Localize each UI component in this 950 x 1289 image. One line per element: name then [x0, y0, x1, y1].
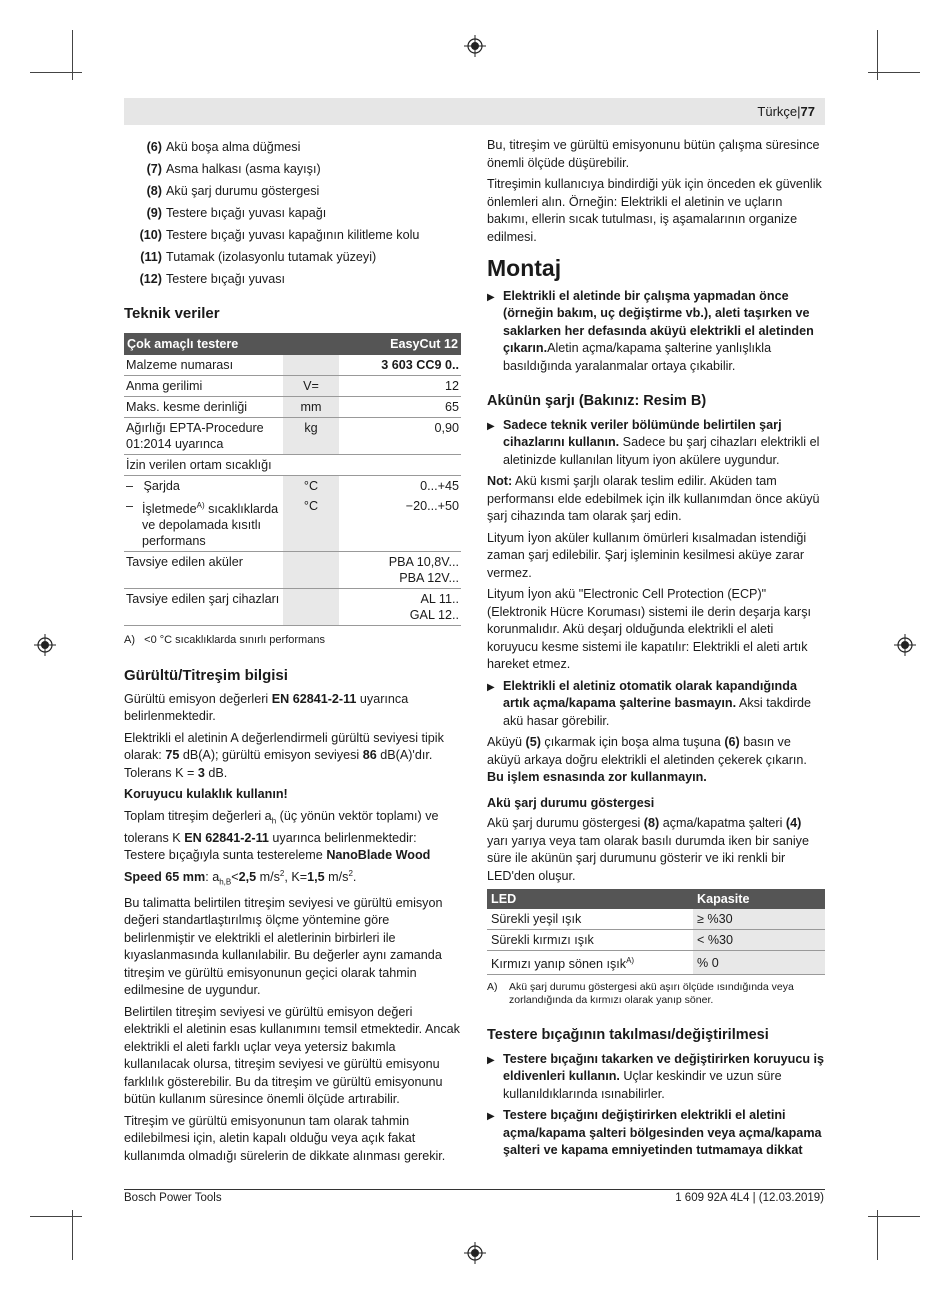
superscript: 2 — [348, 868, 353, 878]
table-header-cell: LED — [487, 889, 693, 909]
cell-text-part: İşletmede — [142, 501, 197, 516]
table-row — [487, 930, 825, 951]
text-bold: Testere bıçağını takarken ve değiştirirken koruyucu iş eldivenleri kullanın. — [503, 1051, 825, 1084]
part-label: Akü şarj durumu göstergesi — [166, 184, 320, 199]
bullet-text — [503, 1107, 825, 1160]
footer-rule — [124, 1189, 825, 1190]
table-cell — [124, 475, 283, 496]
table-cell: ≥ %30 — [693, 909, 825, 930]
text: uyarınca belirlenmektedir: — [268, 830, 417, 845]
tech-heading: Teknik veriler — [124, 305, 220, 322]
table-cell: 0...+45 — [420, 478, 459, 493]
status-heading: Akü şarj durumu göstergesi — [487, 795, 655, 810]
table-cell: Malzeme numarası — [124, 355, 283, 376]
text-bold: EN 62841-2-11 — [184, 830, 269, 845]
text: yarı yarıya veya tam olarak basılı durumda iken bir saniye süre ile akünün şarj durumunu gösterir ve iki renkli bir LED'den oluşur. — [487, 833, 809, 883]
table-row — [487, 909, 825, 930]
paragraph — [124, 691, 461, 726]
text-bold: (6) — [724, 735, 740, 749]
bullet-text — [503, 678, 825, 731]
table-cell — [283, 588, 339, 625]
page-number — [757, 104, 815, 119]
montaj-heading: Montaj — [487, 255, 562, 281]
text: Elektrikli el aletinin A değerlendirmeli gürültü seviyesi tipik olarak: — [124, 730, 444, 763]
text: < — [231, 869, 239, 884]
table-cell — [487, 951, 693, 975]
registration-mark-icon — [464, 35, 486, 57]
text: Akü şarj durumu göstergesi — [487, 816, 644, 830]
list-item — [124, 159, 461, 181]
dash: – — [126, 478, 134, 493]
part-label: Testere bıçağı yuvası kapağı — [166, 206, 327, 221]
list-item — [124, 203, 461, 225]
text-bold: EN 62841-2-11 — [271, 691, 357, 706]
bullet-text — [503, 417, 825, 470]
text-bold: Koruyucu kulaklık kullanın! — [124, 787, 288, 802]
footer-left: Bosch Power Tools — [124, 1192, 222, 1204]
table-cell: 65 — [339, 396, 461, 417]
bullet-triangle-icon: ▶ — [487, 1054, 495, 1066]
text: Aksi takdirde akü hasar görebilir. — [503, 696, 812, 728]
crop-mark — [30, 1216, 82, 1217]
header-language: Türkçe — [757, 104, 798, 119]
text-bold: 75 — [165, 748, 180, 763]
charge-heading: Akünün şarjı (Bakınız: Resim B) — [487, 393, 707, 409]
table-row — [124, 551, 461, 588]
list-item — [124, 225, 461, 247]
list-item — [124, 247, 461, 269]
text: dB(A); gürültü emisyon seviyesi — [179, 748, 363, 763]
table-cell: Tavsiye edilen şarj cihazları — [124, 588, 283, 625]
text-bold: Bu işlem esnasında zor kullanmayın. — [487, 770, 707, 784]
table-cell: Sürekli yeşil ışık — [487, 909, 693, 930]
cell-text-part: sıcaklıklarda ve depolamada kısıtlı performans — [142, 501, 279, 548]
header-bar — [124, 98, 825, 125]
crop-mark — [877, 1210, 878, 1260]
table-cell: Maks. kesme derinliği — [124, 396, 283, 417]
paragraph: Belirtilen titreşim seviyesi ve gürültü emisyon değeri elektrikli el aletinin esas kullanımını temsil etmektedir. Ancak elektrikli el aleti farklı uçlar veya yetersiz bakımla kullanılacak olursa, titreşim seviyesi ve gürültü emisyonu farklılık gösterebilir. Bu da titreşim ve gürültü emisyonunu bütün kullanım süresince önemli ölçüde artırabilir. — [124, 1004, 460, 1107]
cell-text: Kırmızı yanıp sönen ışık — [491, 957, 627, 972]
part-label: Akü boşa alma düğmesi — [166, 140, 301, 155]
table-header-cell: EasyCut 12 — [339, 333, 461, 355]
bullet-item — [487, 288, 825, 380]
registration-mark-icon — [464, 1242, 486, 1264]
text: Gürültü emisyon değerleri — [124, 691, 272, 706]
cell-text — [142, 498, 281, 549]
crop-mark — [868, 1216, 920, 1217]
paragraph — [487, 473, 825, 526]
text-bold: (4) — [785, 816, 802, 830]
text: dB. — [204, 765, 228, 780]
table-cell — [283, 551, 339, 588]
paragraph: Titreşim ve gürültü emisyonunun tam olarak tahmin edilebilmesi için, aletin kapalı olduğu veya açık fakat kullanımda olmadığı sürelerin de dikkate alınması gerekir. — [124, 1113, 446, 1163]
table-cell: V= — [283, 375, 339, 396]
part-label: Testere bıçağı yuvası — [166, 272, 286, 287]
table-row — [124, 355, 461, 376]
table-row — [124, 496, 461, 552]
footnote-text: Akü şarj durumu göstergesi akü aşırı ölçüde ısındığında veya zorlandığında da kırmızı olarak yanıp söner. — [509, 981, 794, 1007]
crop-mark — [868, 72, 920, 73]
table-cell: İzin verilen ortam sıcaklığı — [124, 454, 461, 475]
table-row — [124, 475, 461, 496]
text: Uçlar keskindir ve uzun süre kullanıldıklarında ısınabilirler. — [503, 1069, 782, 1101]
footnote-ref: A) — [196, 500, 205, 510]
table-header-row — [487, 889, 825, 909]
text: , K= — [284, 869, 308, 884]
text: Testere bıçağıyla sunta testereleme — [124, 848, 327, 863]
text: m/s — [256, 869, 280, 884]
header-separator: | — [797, 104, 801, 119]
paragraph — [124, 808, 461, 891]
bullet-triangle-icon: ▶ — [487, 1111, 495, 1123]
table-cell: % 0 — [693, 951, 825, 975]
blade-heading: Testere bıçağının takılması/değiştirilmesi — [487, 1027, 769, 1044]
footnote-text: <0 °C sıcaklıklarda sınırlı performans — [144, 633, 325, 646]
text: Akü kısmi şarjlı olarak teslim edilir. Aküden tam performansı elde edebilmek için ilk kullanımdan önce aküyü şarj cihazında tam olarak şarj edin. — [487, 474, 820, 523]
text: . — [352, 869, 357, 884]
part-number: (7) — [146, 162, 162, 177]
table-cell — [339, 551, 461, 588]
footnote-label: A) — [124, 633, 135, 646]
text: Aletin açma/kapama şalterine yanlışlıkla basıldığında yaralanmalar ortaya çıkabilir. — [503, 341, 772, 373]
text: uyarınca belirlenmektedir. — [124, 691, 409, 724]
subscript: h,B — [219, 877, 232, 887]
bullet-text — [503, 288, 825, 376]
table-cell: Tavsiye edilen aküler — [124, 551, 283, 588]
table-cell: Sürekli kırmızı ışık — [487, 930, 693, 951]
table-cell: °C — [283, 496, 339, 552]
table-cell — [124, 496, 283, 552]
bullet-triangle-icon: ▶ — [487, 291, 495, 303]
table-cell — [339, 588, 461, 625]
table-cell: 12 — [339, 375, 461, 396]
text-bold: 3 — [197, 765, 205, 780]
text-bold: Testere bıçağını değiştirirken elektrikli el aletini açma/kapama şalteri bölgesinden veya açma/kapama şalteri ve kapama emniyetinden tutmamaya dikkat — [503, 1108, 822, 1158]
table-cell: < %30 — [693, 930, 825, 951]
text: Aküyü — [487, 735, 526, 749]
paragraph: Titreşimin kullanıcıya bindirdiği yük için önceden ek güvenlik önlemleri alın. Örneğin: Elektrikli el aletinin ve uçların bakımı, ellerin sıcak tutulması, iş aşamalarının organize edilmesi. — [487, 177, 822, 244]
part-number: (11) — [140, 250, 162, 265]
dash: – — [126, 498, 134, 513]
led-table — [487, 889, 825, 975]
table-footnote — [487, 981, 825, 1007]
registration-mark-icon — [34, 634, 56, 656]
bullet-triangle-icon: ▶ — [487, 681, 495, 693]
table-cell: 3 603 CC9 0.. — [339, 355, 461, 376]
paragraph: Bu talimatta belirtilen titreşim seviyesi ve gürültü emisyon değeri standartlaştırılmış ölçme yöntemine göre belirlenmiştir ve elektrikli el aletlerinin birbirleri ile kıyaslanmasında kullanılabilir. Bu değerler aynı zamanda titreşim ve gürültü emisyonunun geçici olarak tahmin edilmesine de uygundur. — [124, 895, 443, 998]
text-bold: Elektrikli el aletinde bir çalışma yapmadan önce (örneğin bakım, uç değiştirme vb.), aleti taşırken ve saklarken her defasında aküyü elektrikli el aletinden çıkarın. — [503, 288, 814, 355]
table-row — [124, 588, 461, 625]
text-bold: Not: — [487, 474, 513, 488]
table-row — [124, 454, 461, 475]
list-item — [124, 269, 461, 291]
bullet-item — [487, 1051, 825, 1108]
text: açma/kapatma şalteri — [659, 816, 786, 830]
list-item — [124, 137, 461, 159]
subscript: h — [271, 816, 277, 826]
text-bold: Elektrikli el aletiniz otomatik olarak kapandığında artık açma/kapama şalterine basmayın. — [503, 678, 797, 710]
left-column — [124, 137, 461, 1169]
paragraph — [124, 730, 461, 783]
noise-heading: Gürültü/Titreşim bilgisi — [124, 667, 288, 685]
text-bold: NanoBlade Wood Speed 65 mm — [124, 848, 431, 884]
parts-list — [124, 137, 461, 291]
registration-mark-icon — [894, 634, 916, 656]
text: dB(A)'dır. Tolerans K = — [124, 748, 433, 780]
cell-line: AL 11.. — [420, 591, 459, 606]
text-bold: (8) — [643, 816, 660, 830]
table-header-cell: Kapasite — [693, 889, 825, 909]
cell-line: PBA 10,8V... — [388, 554, 459, 569]
footnote-label: A) — [487, 981, 498, 994]
table-row — [124, 396, 461, 417]
paragraph — [124, 786, 461, 804]
text: : a — [205, 869, 220, 884]
text: (üç yönün vektör toplamı) ve tolerans K — [124, 808, 439, 845]
part-number: (6) — [146, 140, 162, 155]
table-cell: Anma gerilimi — [124, 375, 283, 396]
cell-line: PBA 12V... — [399, 570, 459, 585]
cell-text: Şarjda — [143, 478, 180, 493]
table-header-row — [124, 333, 461, 355]
text: basın ve aküyü arkaya doğru elektrikli el aletinden çekerek çıkarın. — [487, 735, 807, 767]
table-cell: Ağırlığı EPTA-Procedure 01:2014 uyarınca — [124, 417, 283, 454]
text-bold: (5) — [525, 735, 541, 749]
text-bold: 2,5 — [238, 869, 257, 884]
table-cell: 0,90 — [339, 417, 461, 454]
text: m/s — [324, 869, 349, 884]
crop-mark — [72, 1210, 73, 1260]
text-bold: 1,5 — [307, 869, 325, 884]
tech-table — [124, 333, 461, 626]
paragraph: Lityum İyon akü "Electronic Cell Protection (ECP)" (Elektronik Hücre Koruması) sistemi ile derin deşarja karşı korunmalıdır. Akü deşarj olduğunda elektrikli el aleti koruyucu kesme sistemi ile kapatılır: Elektrikli el aleti artık hareket etmez. — [487, 587, 812, 671]
text: çıkarmak için boşa alma tuşuna — [540, 735, 725, 749]
bullet-item — [487, 1107, 825, 1164]
bullet-text — [503, 1051, 825, 1104]
paragraph — [487, 734, 825, 787]
right-column — [487, 137, 825, 1164]
table-cell: −20...+50 — [339, 496, 461, 552]
footnote-ref: A) — [626, 956, 635, 965]
paragraph — [487, 815, 825, 885]
cell-line: GAL 12.. — [409, 607, 459, 622]
table-footnote — [124, 632, 461, 650]
list-item — [124, 181, 461, 203]
part-label: Asma halkası (asma kayışı) — [166, 162, 321, 177]
table-cell: °C — [283, 475, 339, 496]
part-number: (9) — [146, 206, 162, 221]
paragraph: Lityum İyon aküler kullanım ömürleri kısalmadan istendiği zaman şarj edilebilir. Şarj işleminin kesilmesi aküye zarar vermez. — [487, 530, 807, 580]
crop-mark — [30, 72, 82, 73]
bullet-item — [487, 678, 825, 735]
part-label: Testere bıçağı yuvası kapağının kilitleme kolu — [166, 228, 420, 243]
table-row — [124, 375, 461, 396]
text-bold: Sadece teknik veriler bölümünde belirtilen şarj cihazlarını kullanın. — [503, 417, 782, 449]
table-row — [124, 417, 461, 454]
paragraph: Bu, titreşim ve gürültü emisyonunu bütün çalışma süresince önemli ölçüde düşürebilir. — [487, 138, 820, 170]
table-cell — [283, 355, 339, 376]
bullet-item — [487, 417, 825, 474]
superscript: 2 — [279, 868, 285, 878]
header-page: 77 — [800, 104, 815, 119]
table-cell: mm — [283, 396, 339, 417]
table-cell: kg — [283, 417, 339, 454]
text-bold: 86 — [362, 748, 377, 763]
part-number: (10) — [139, 228, 162, 243]
text: Toplam titreşim değerleri a — [124, 808, 272, 823]
part-number: (8) — [146, 184, 162, 199]
part-label: Tutamak (izolasyonlu tutamak yüzeyi) — [166, 250, 377, 265]
footer-right: 1 609 92A 4L4 | (12.03.2019) — [675, 1192, 824, 1204]
text: Sadece bu şarj cihazları elektrikli el aletinizde kullanılan lityum iyon akülere uygundur. — [503, 435, 820, 467]
table-header-cell: Çok amaçlı testere — [124, 333, 339, 355]
part-number: (12) — [139, 272, 162, 287]
table-row — [487, 951, 825, 975]
bullet-triangle-icon: ▶ — [487, 420, 495, 432]
